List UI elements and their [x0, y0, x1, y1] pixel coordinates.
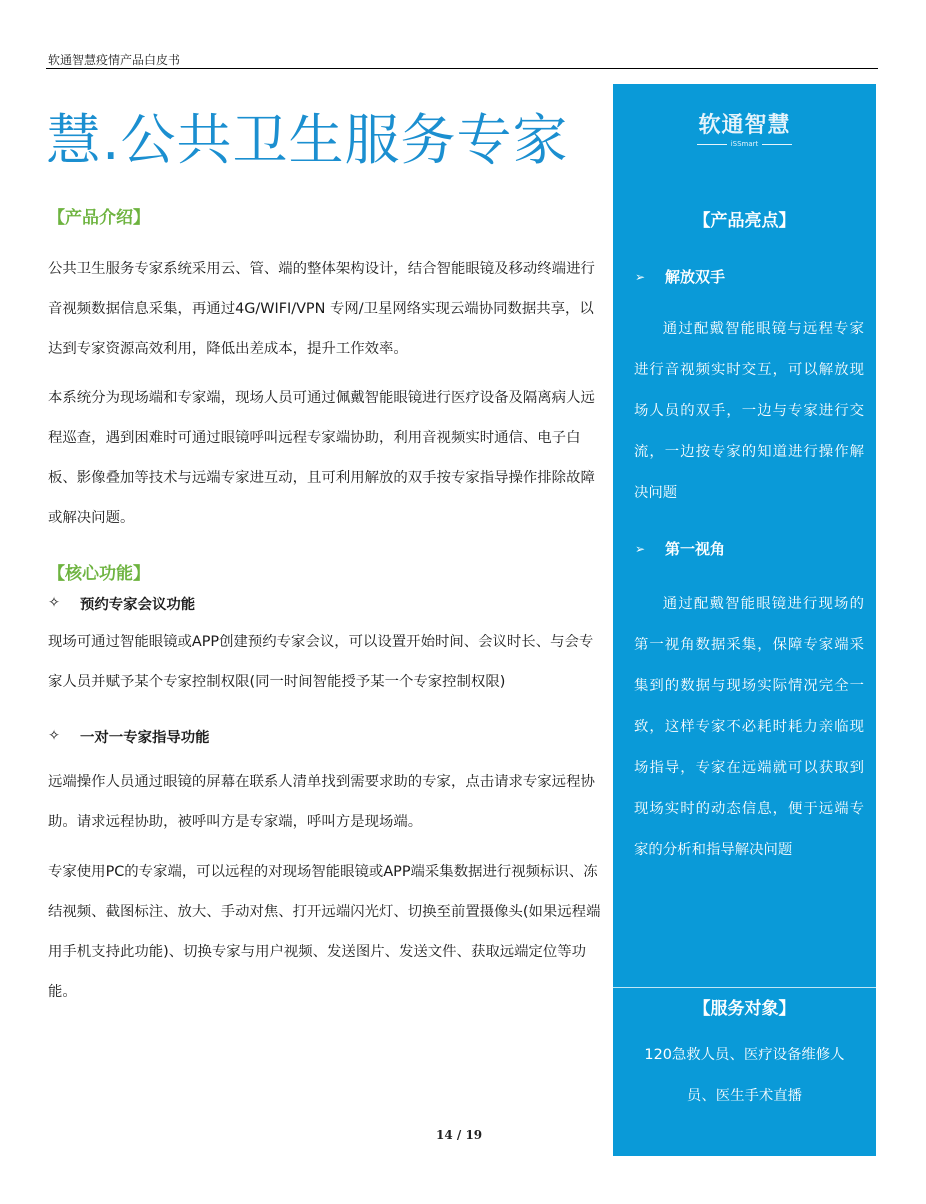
sidebar-divider [613, 987, 876, 988]
feature-title-text: 预约专家会议功能 [80, 596, 196, 613]
document-header-title: 软通智慧疫情产品白皮书 [48, 53, 181, 67]
logo-line-left [697, 144, 727, 145]
core-features-heading: 【核心功能】 [48, 564, 150, 584]
service-text: 120急救人员、医疗设备维修人员、医生手术直播 [644, 1047, 845, 1104]
diamond-bullet-icon: ✧ [48, 728, 61, 744]
highlight-title [635, 538, 725, 559]
diamond-bullet-icon: ✧ [48, 595, 61, 611]
arrow-bullet-icon: ➢ [635, 541, 646, 556]
page-number: 14 / 19 [436, 1128, 483, 1142]
highlight-title [635, 266, 725, 287]
logo-line-right [762, 144, 792, 145]
intro-paragraph: 公共卫生服务专家系统采用云、管、端的整体架构设计，结合智能眼镜及移动终端进行音视频数据信息采集，再通过4G/WIFI/VPN 专网/卫星网络实现云端协同数据共享，以达到专家资源高效利用，降低出差成本，提升工作效率。 [48, 261, 595, 357]
feature-title [48, 718, 604, 754]
feature-paragraph: 现场可通过智能眼镜或APP创建预约专家会议，可以设置开始时间、会议时长、与会专家人员并赋予某个专家控制权限(同一时间智能授予某一个专家控制权限) [48, 634, 594, 690]
highlight-text: 通过配戴智能眼镜进行现场的第一视角数据采集，保障专家端采集到的数据与现场实际情况完全一致，这样专家不必耗时耗力亲临现场指导，专家在远端就可以获取到现场实时的动态信息，便于远端专家的分析和指导解决问题 [634, 596, 864, 858]
intro-heading: 【产品介绍】 [48, 208, 150, 228]
logo-text: 软通智慧 [698, 113, 791, 138]
intro-paragraph: 本系统分为现场端和专家端，现场人员可通过佩戴智能眼镜进行医疗设备及隔离病人远程巡查，遇到困难时可通过眼镜呼叫远程专家端协助，利用音视频实时通信、电子白板、影像叠加等技术与远端专家进互动，且可利用解放的双手按专家指导操作排除故障或解决问题。 [48, 390, 595, 526]
highlights-heading: 【产品亮点】 [693, 211, 796, 231]
logo-sub-text: iSSmart [730, 140, 759, 148]
feature-title-text: 一对一专家指导功能 [80, 729, 210, 746]
header-divider [46, 68, 878, 69]
logo-subtitle [613, 140, 876, 148]
highlight-title-text: 解放双手 [665, 268, 726, 286]
feature-paragraph: 专家使用PC的专家端，可以远程的对现场智能眼镜或APP端采集数据进行视频标识、冻结视频、截图标注、放大、手动对焦、打开远端闪光灯、切换至前置摄像头(如果远程端用手机支持此功能)、切换专家与用户视频、发送图片、发送文件、获取远端定位等功能。 [48, 864, 601, 1000]
feature-paragraph: 远端操作人员通过眼镜的屏幕在联系人清单找到需要求助的专家，点击请求专家远程协助。请求远程协助，被呼叫方是专家端，呼叫方是现场端。 [48, 774, 595, 830]
brand-logo [613, 108, 876, 148]
feature-title [48, 588, 604, 618]
highlight-title-text: 第一视角 [665, 540, 726, 558]
page-title: 慧.公共卫生服务专家 [46, 108, 569, 172]
service-heading: 【服务对象】 [693, 999, 796, 1019]
arrow-bullet-icon: ➢ [635, 269, 646, 284]
highlight-text: 通过配戴智能眼镜与远程专家进行音视频实时交互，可以解放现场人员的双手，一边与专家进行交流，一边按专家的知道进行操作解决问题 [634, 321, 864, 501]
highlights-sidebar [613, 84, 876, 1156]
main-content [48, 200, 604, 1012]
